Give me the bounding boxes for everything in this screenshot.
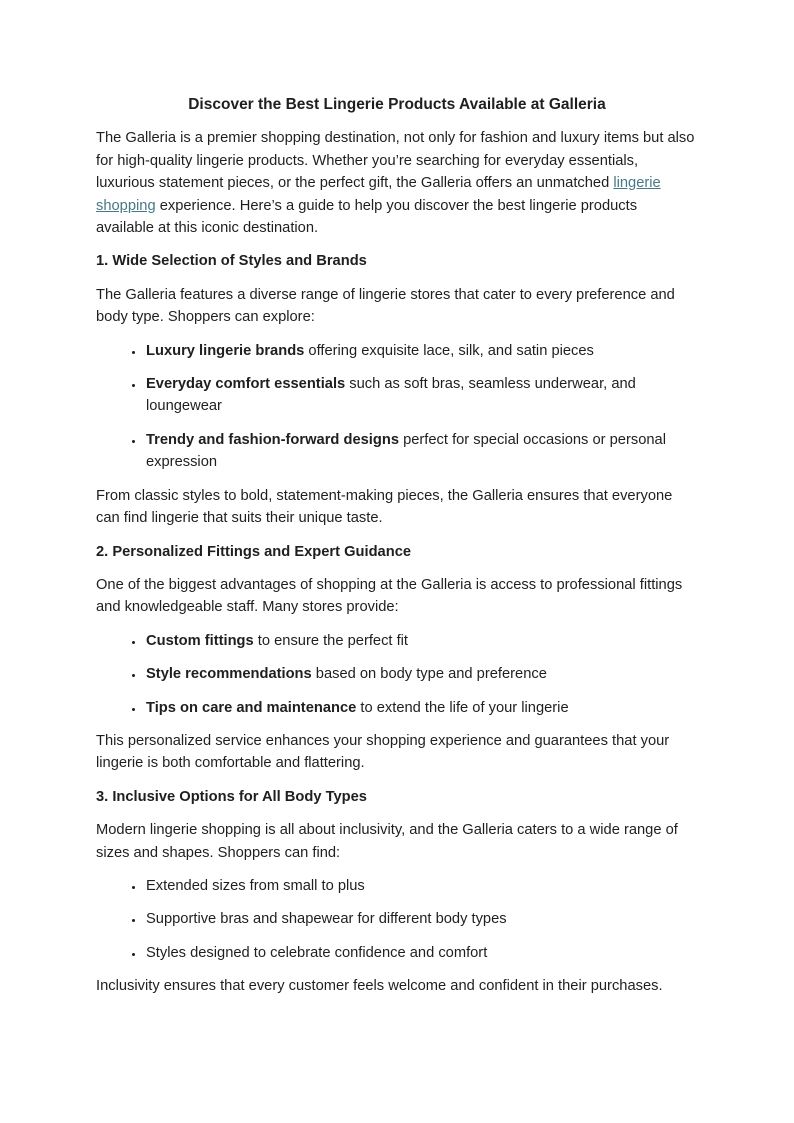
bullet-rest-text: perfect for special occasions or personal expression — [146, 431, 666, 471]
section-lead-paragraph: The Galleria features a diverse range of lingerie stores that cater to every preference and body type. Shoppers can explore: — [96, 286, 675, 326]
intro-paragraph — [96, 127, 698, 239]
list-item — [145, 663, 698, 685]
bullet-rest-text: to ensure the perfect fit — [253, 632, 409, 649]
section-heading: 3. Inclusive Options for All Body Types — [96, 788, 367, 805]
bullet-rest-text: based on body type and preference — [311, 666, 547, 683]
list-item — [145, 942, 698, 964]
bullet-rest-text: such as soft bras, seamless underwear, and loungewear — [146, 376, 636, 415]
bullet-rest-text: Supportive bras and shapewear for different body types — [146, 911, 507, 928]
intro-text-before-link: The Galleria is a premier shopping destination, not only for fashion and luxury items but also for high-quality lingerie products. Whether you’re searching for everyday essentials, luxurious statement pieces, or the perfect gift, the Galleria offers an unmatched — [96, 130, 695, 192]
section-outro-paragraph: This personalized service enhances your shopping experience and guarantees that your lingerie is both comfortable and flattering. — [96, 732, 670, 772]
list-item — [145, 908, 698, 930]
section-heading: 2. Personalized Fittings and Expert Guidance — [96, 543, 412, 560]
bullet-bold-text: Luxury lingerie brands — [146, 342, 305, 359]
list-item — [145, 340, 698, 362]
list-item — [145, 875, 698, 897]
bullet-rest-text: to extend the life of your lingerie — [356, 699, 569, 716]
section-outro-paragraph: Inclusivity ensures that every customer feels welcome and confident in their purchases. — [96, 978, 663, 995]
bullet-bold-text: Custom fittings — [146, 632, 254, 649]
bullet-list — [96, 875, 698, 964]
section-lead-paragraph: Modern lingerie shopping is all about inclusivity, and the Galleria caters to a wide range of sizes and shapes. Shoppers can find: — [96, 822, 678, 861]
bullet-bold-text: Tips on care and maintenance — [146, 699, 357, 716]
bullet-rest-text: Styles designed to celebrate confidence and comfort — [146, 944, 488, 961]
section-heading: 1. Wide Selection of Styles and Brands — [96, 253, 367, 270]
document-title: Discover the Best Lingerie Products Available at Galleria — [188, 96, 606, 113]
list-item — [145, 697, 698, 719]
section-inclusive-options — [96, 786, 698, 998]
list-item — [145, 630, 698, 652]
section-wide-selection — [96, 250, 698, 529]
bullet-bold-text: Everyday comfort essentials — [146, 376, 346, 393]
section-lead-paragraph: One of the biggest advantages of shopping at the Galleria is access to professional fittings and knowledgeable staff. Many stores provide: — [96, 576, 683, 616]
bullet-rest-text: offering exquisite lace, silk, and satin pieces — [304, 342, 594, 359]
section-outro-paragraph: From classic styles to bold, statement-making pieces, the Galleria ensures that everyone can find lingerie that suits their unique taste. — [96, 487, 673, 527]
lingerie-shopping-link[interactable]: lingerie shopping — [96, 175, 661, 214]
list-item — [145, 373, 698, 418]
intro-text-after-link: experience. Here’s a guide to help you discover the best lingerie products available at this iconic destination. — [96, 197, 638, 237]
section-personalized-fittings — [96, 541, 698, 775]
document-body — [96, 94, 698, 998]
bullet-list — [96, 340, 698, 474]
bullet-rest-text: Extended sizes from small to plus — [146, 877, 365, 894]
bullet-bold-text: Style recommendations — [146, 666, 312, 683]
bullet-list — [96, 630, 698, 719]
bullet-bold-text: Trendy and fashion-forward designs — [146, 431, 399, 448]
list-item — [145, 429, 698, 474]
